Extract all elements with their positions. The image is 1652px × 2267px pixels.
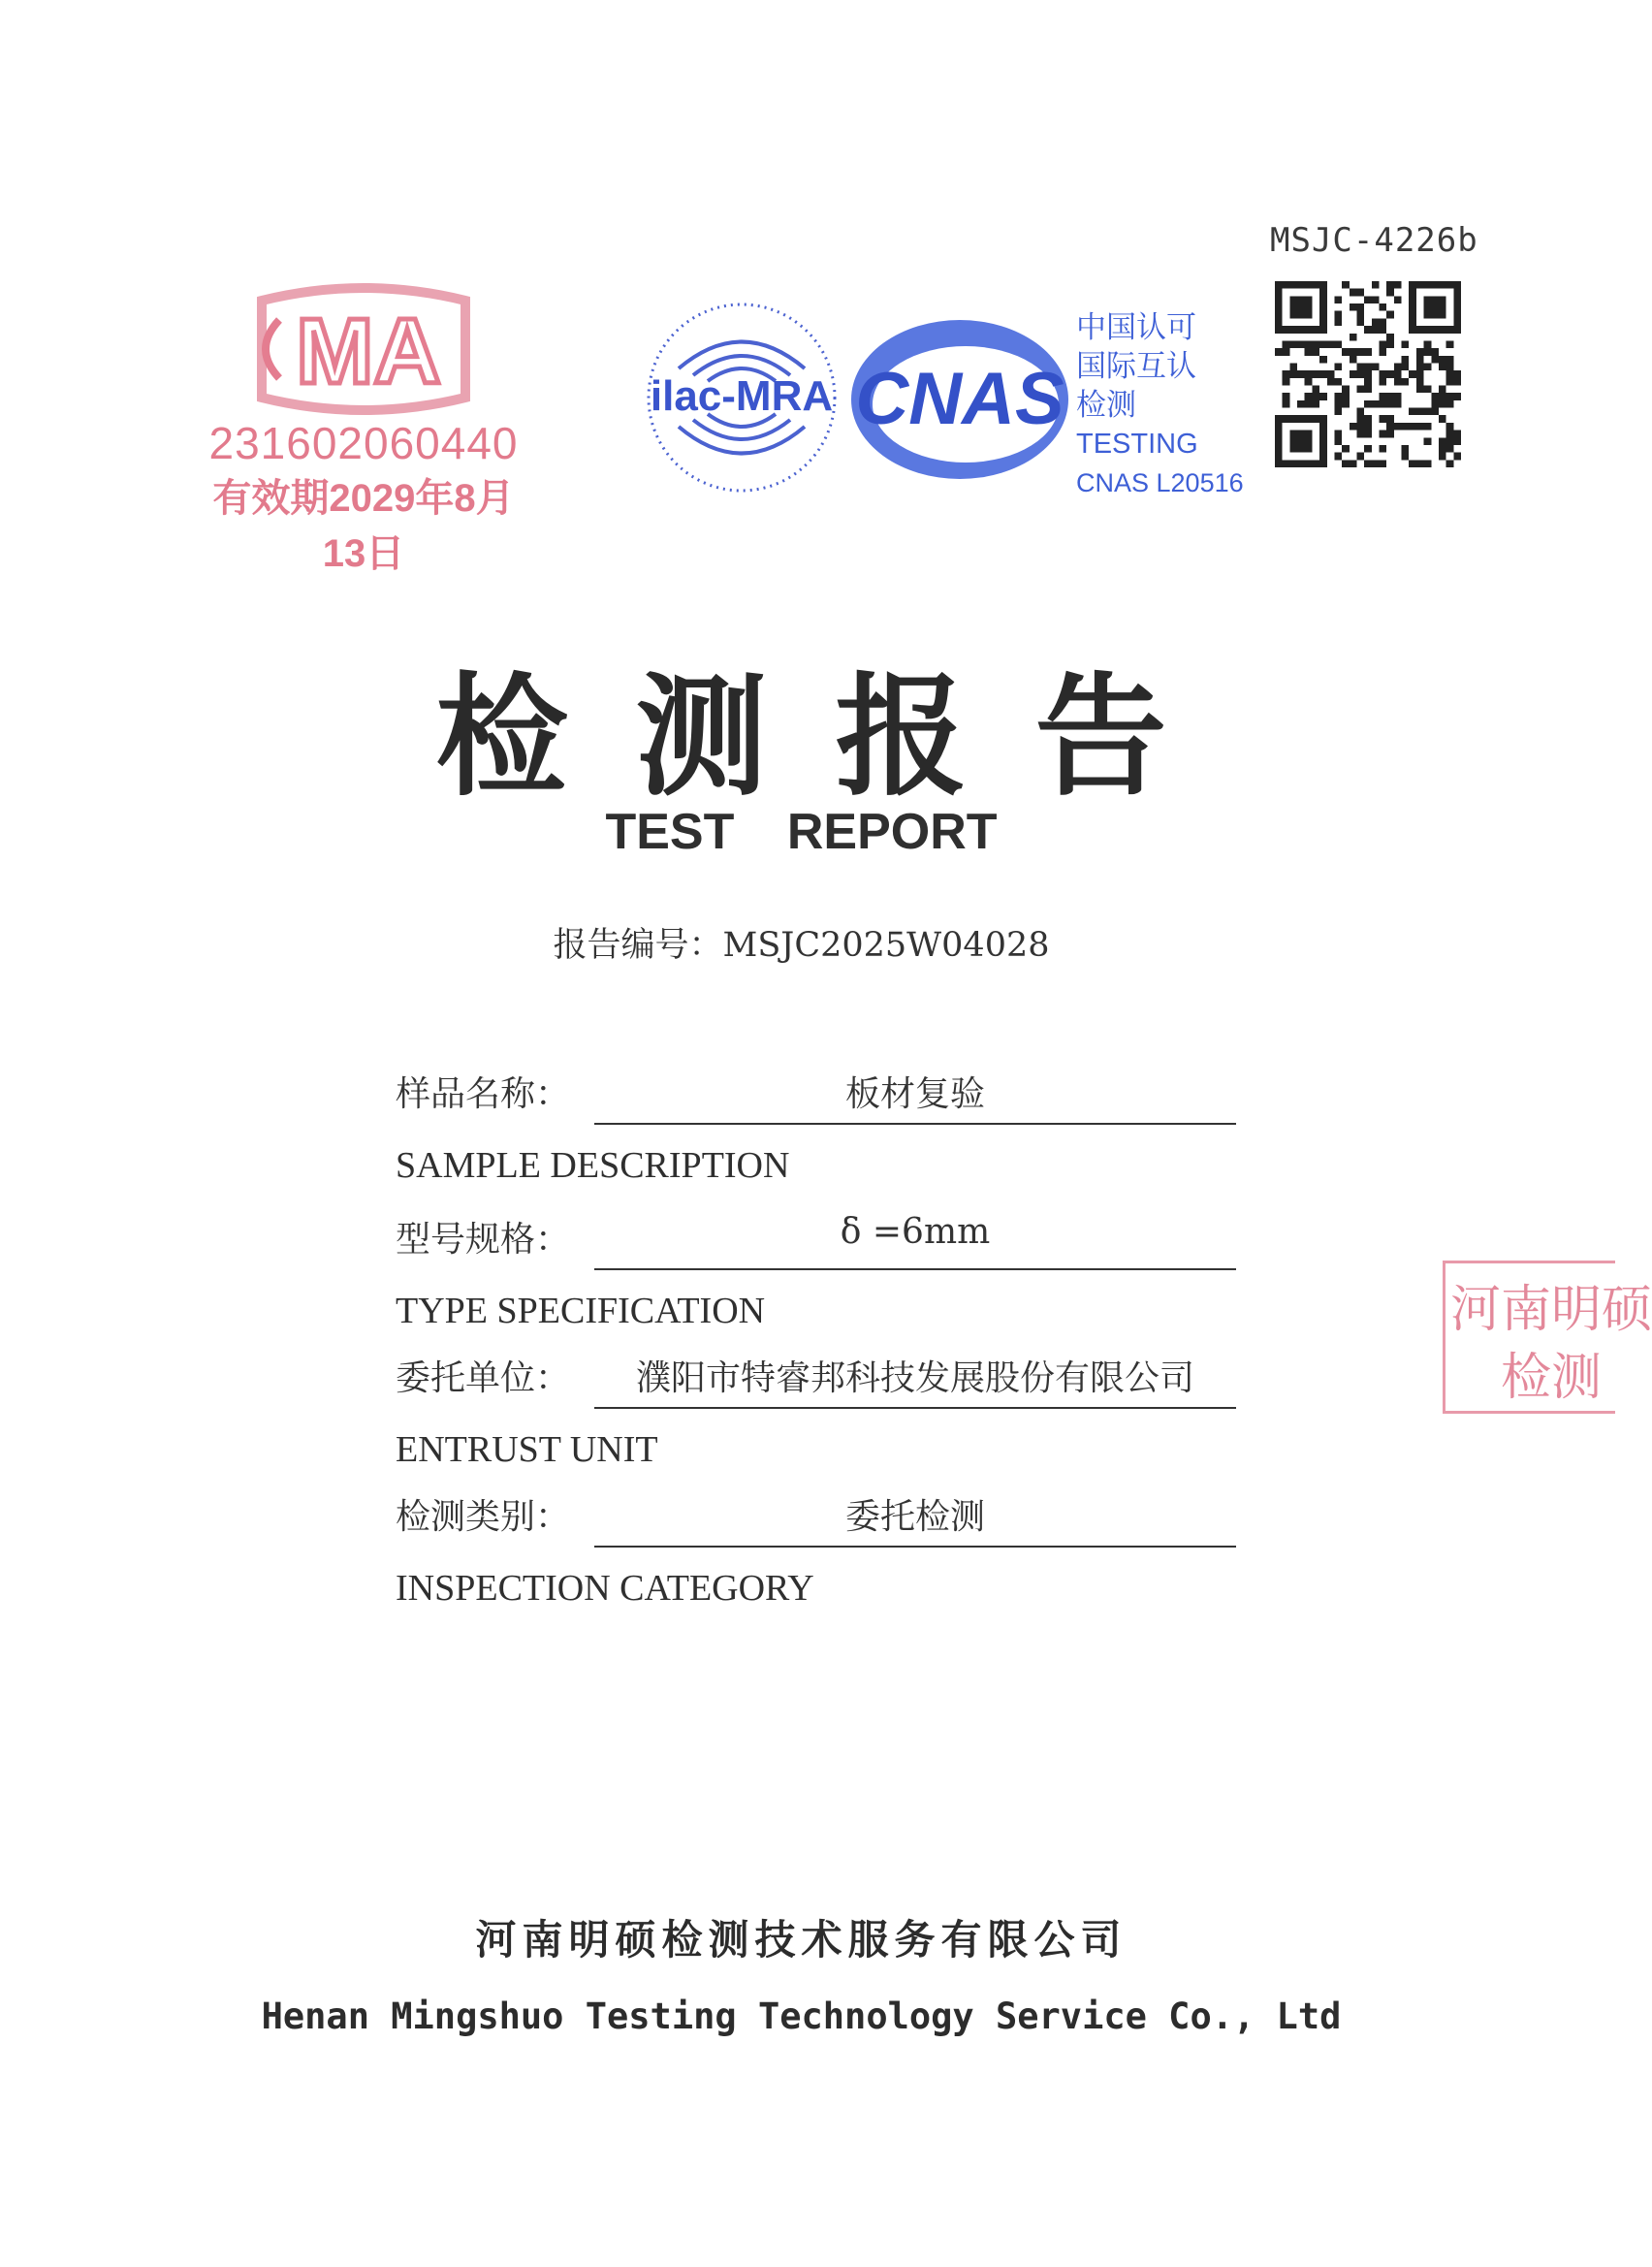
cma-seal [199,281,528,575]
field-label: 型号规格： [396,1220,571,1260]
field-value: 委托检测 [844,1497,985,1537]
cnas-en-line: TESTING [1076,429,1198,460]
cnas-logo [843,315,1076,485]
svg-text:MA: MA [296,300,441,403]
field-english-label: TYPE SPECIFICATION [396,1291,766,1331]
cma-logo-icon [223,281,504,417]
title-english: TEST REPORT [605,804,998,860]
ilac-mra-icon [640,296,843,499]
document-code: MSJC-4226b [1270,221,1478,260]
company-name-english: Henan Mingshuo Testing Technology Service Co., Ltd [261,1996,1342,2037]
cma-number: 231602060440 [208,418,519,468]
ilac-mark: ilac-MRA [650,372,834,420]
cnas-text-block [1076,308,1244,502]
cnas-mark: CNAS [855,358,1064,440]
cnas-cn-line3: 检测 [1076,388,1136,422]
cnas-cn-line1: 中国认可 [1076,310,1196,344]
seal-line1: 河南明硕 [1450,1281,1652,1339]
field-value: 板材复验 [844,1074,985,1114]
cnas-icon [843,315,1076,485]
field-label: 委托单位： [396,1358,571,1398]
cnas-number: CNAS L20516 [1076,468,1244,497]
company-seal-stamp [1443,1261,1652,1416]
field-english-label: ENTRUST UNIT [396,1429,658,1470]
field-label: 样品名称： [396,1074,571,1114]
field-label: 检测类别： [396,1497,571,1537]
seal-line2: 检测 [1501,1349,1603,1407]
qr-code-icon [1275,281,1461,467]
field-english-label: SAMPLE DESCRIPTION [396,1145,790,1186]
field-english-label: INSPECTION CATEGORY [396,1568,814,1609]
title-chinese: 检测报告 [435,659,1235,814]
field-value: δ =6mm [840,1212,991,1252]
cma-validity: 有效期2029年8月13日 [212,477,515,575]
ilac-mra-logo [640,296,843,499]
report-number: 报告编号：MSJC2025W04028 [553,926,1050,965]
company-name-chinese: 河南明硕检测技术服务有限公司 [475,1916,1128,1964]
cnas-cn-line2: 国际互认 [1076,349,1196,383]
field-value: 濮阳市特睿邦科技发展股份有限公司 [635,1358,1194,1398]
